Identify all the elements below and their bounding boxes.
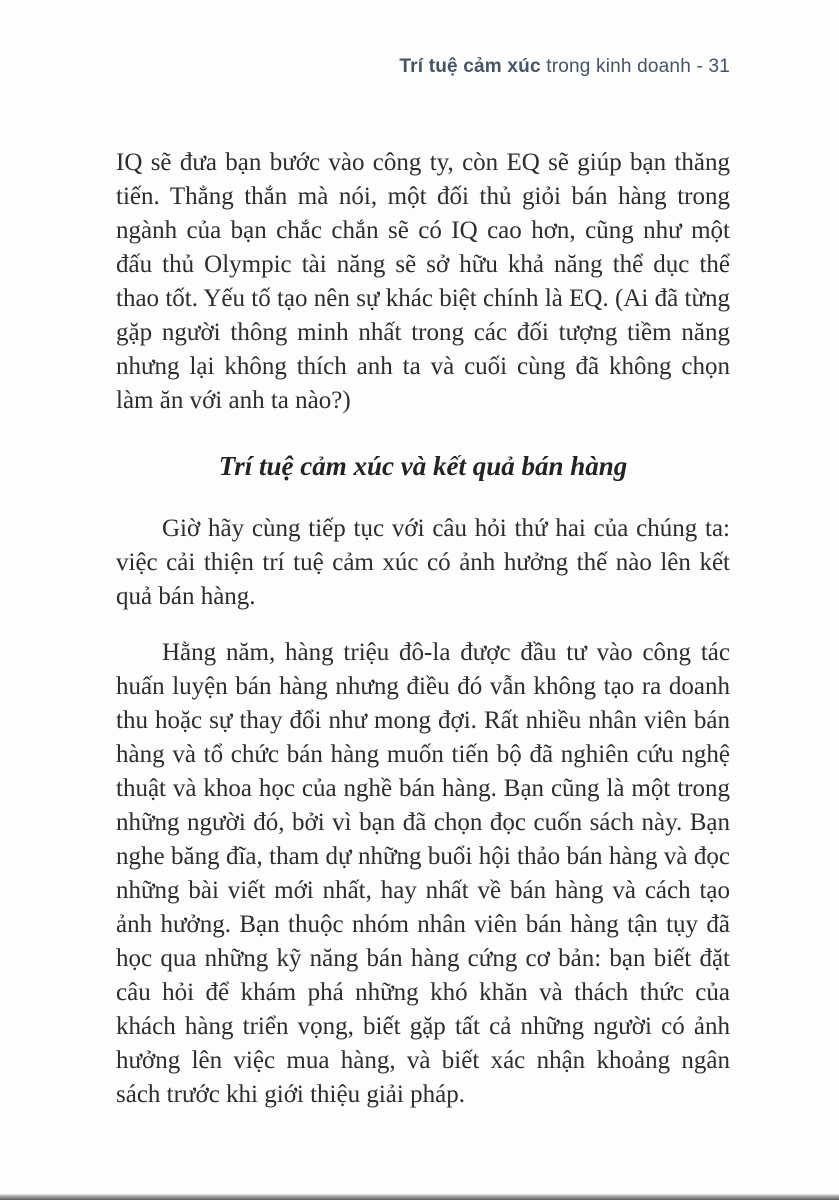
paragraph: Hằng năm, hàng triệu đô-la được đầu tư vào công tác huấn luyện bán hàng nhưng điều đó vẫn không tạo ra doanh thu hoặc sự thay đổi như mong đợi. Rất nhiều nhân viên bán hàng và tổ chức bán hàng muốn tiến bộ đã nghiên cứu nghệ thuật và khoa học của nghề bán hàng. Bạn cũng là một trong những người đó, bởi vì bạn đã chọn đọc cuốn sách này. Bạn nghe băng đĩa, tham dự những buổi hội thảo bán hàng và đọc những bài viết mới nhất, hay nhất về bán hàng và cách tạo ảnh hưởng. Bạn thuộc nhóm nhân viên bán hàng tận tụy đã học qua những kỹ năng bán hàng cứng cơ bản: bạn biết đặt câu hỏi để khám phá những khó khăn và thách thức của khách hàng triển vọng, biết gặp tất cả những người có ảnh hưởng lên việc mua hàng, và biết xác nhận khoảng ngân sách trước khi giới thiệu giải pháp.	[116, 639, 730, 1108]
header-section-and-page: trong kinh doanh - 31	[540, 56, 730, 77]
body-text	[116, 146, 730, 1112]
section-heading: Trí tuệ cảm xúc và kết quả bán hàng	[218, 451, 628, 481]
page-bottom-edge	[0, 1194, 839, 1200]
paragraph: Giờ hãy cùng tiếp tục với câu hỏi thứ hai của chúng ta: việc cải thiện trí tuệ cảm xúc có ảnh hưởng thế nào lên kết quả bán hàng.	[116, 515, 730, 610]
running-header	[0, 56, 730, 78]
opening-paragraph: IQ sẽ đưa bạn bước vào công ty, còn EQ sẽ giúp bạn thăng tiến. Thẳng thắn mà nói, một đối thủ giỏi bán hàng trong ngành của bạn chắc chắn sẽ có IQ cao hơn, cũng như một đấu thủ Olympic tài năng sẽ sở hữu khả năng thể dục thể thao tốt. Yếu tố tạo nên sự khác biệt chính là EQ. (Ai đã từng gặp người thông minh nhất trong các đối tượng tiềm năng nhưng lại không thích anh ta và cuối cùng đã không chọn làm ăn với anh ta nào?)	[116, 149, 730, 414]
header-book-title: Trí tuệ cảm xúc	[399, 56, 541, 77]
